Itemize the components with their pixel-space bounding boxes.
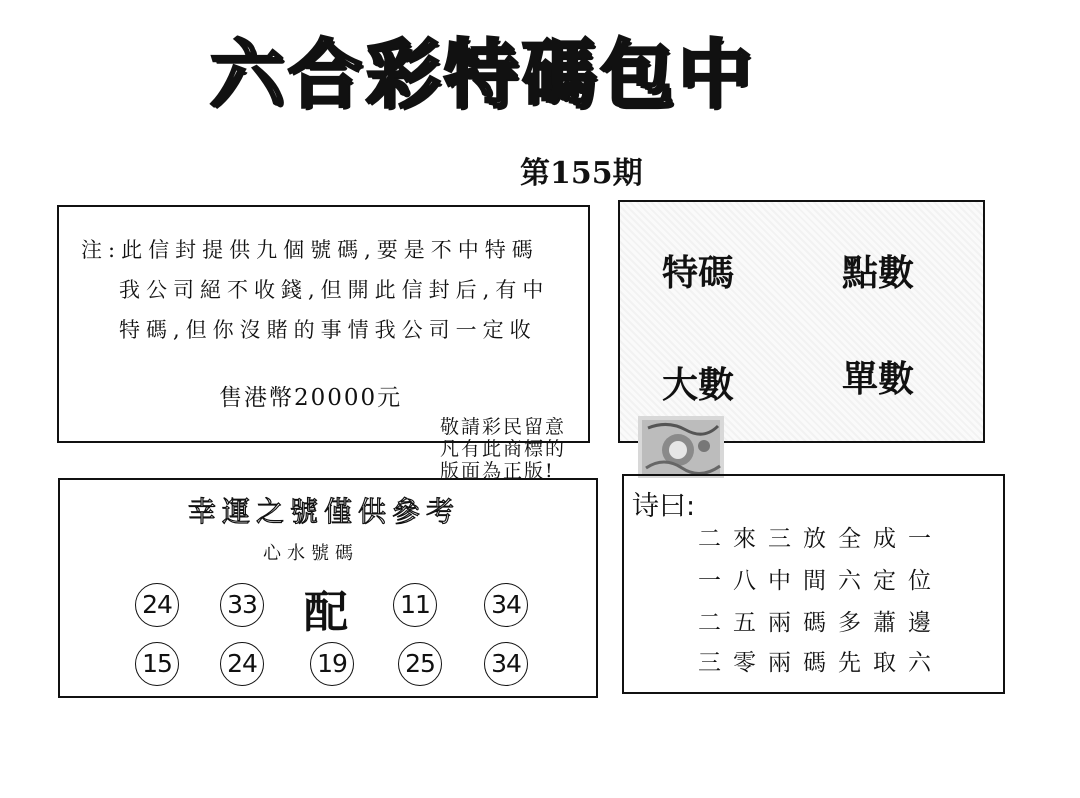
trademark-line: 凡有此商標的 (440, 438, 567, 460)
notice-box (57, 205, 590, 443)
category-points: 點數 (842, 253, 915, 294)
lucky-subtitle: 心水號碼 (263, 543, 359, 564)
notice-line: 特碼,但你沒賭的事情我公司一定收 (119, 318, 537, 342)
poem-line: 一八中間六定位 (698, 568, 943, 594)
poem-label: 诗曰: (632, 491, 696, 522)
number-ball: 15 (135, 642, 179, 686)
number-ball: 24 (220, 642, 264, 686)
number-ball: 11 (393, 583, 437, 627)
number-ball: 19 (310, 642, 354, 686)
issue-number: 第155期 (520, 156, 643, 191)
poem-line: 二五兩碼多蕭邊 (698, 610, 943, 636)
number-ball: 25 (398, 642, 442, 686)
lucky-numbers-box (58, 478, 598, 698)
pair-label: 配 (304, 587, 348, 638)
trademark-notice (440, 416, 625, 482)
price-text: 售港幣20000元 (219, 385, 403, 411)
category-special-number: 特碼 (662, 253, 735, 294)
page-title: 六合彩特碼包中 (210, 32, 756, 118)
poem-line: 二來三放全成一 (698, 526, 943, 552)
number-ball: 34 (484, 583, 528, 627)
lucky-title: 幸運之號僅供參考 (188, 495, 461, 528)
number-ball: 24 (135, 583, 179, 627)
notice-line: 注:此信封提供九個號碼,要是不中特碼 (81, 238, 539, 262)
poem-box (622, 474, 1005, 694)
category-big-number: 大數 (662, 365, 735, 406)
category-odd-number: 單數 (842, 359, 915, 400)
trademark-line: 敬請彩民留意 (440, 416, 567, 438)
number-ball: 33 (220, 583, 264, 627)
category-box (618, 200, 985, 443)
number-ball: 34 (484, 642, 528, 686)
poem-line: 三零兩碼先取六 (698, 650, 943, 676)
trademark-line: 版面為正版! (440, 460, 555, 482)
notice-line: 我公司絕不收錢,但開此信封后,有中 (119, 278, 550, 302)
trademark-logo-icon (638, 416, 724, 478)
